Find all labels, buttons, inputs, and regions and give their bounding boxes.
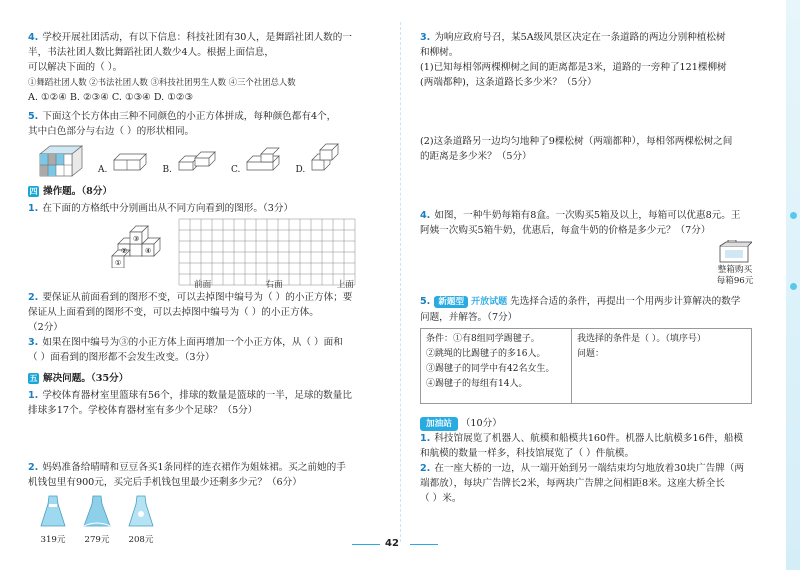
question-3-trees	[420, 30, 765, 90]
view-label-right: 右面	[265, 280, 283, 290]
cuboid-figure-row	[38, 142, 380, 178]
question-text: 保证从上面看到的图形不变，可以去掉图中编号为（ ）的小正方体。	[28, 307, 319, 318]
condition-item: 条件：①有8组同学踢毽子。	[426, 334, 540, 344]
question-text: 端都放），每块广告牌长2米，每两块广告牌之间相距8米。这座大桥全长	[420, 478, 725, 489]
question-number: 5.	[420, 296, 431, 307]
choice-a[interactable]	[98, 150, 148, 178]
cuboid-figure	[38, 144, 84, 178]
conditions-list	[421, 329, 571, 395]
dress-price: 279元	[84, 535, 110, 545]
question-text: 在一座大桥的一边，从一端开始到另一端结束均匀地放着30块广告牌（两	[434, 463, 744, 474]
dress-item	[82, 494, 112, 548]
choice-label: D.	[295, 165, 306, 175]
question-text: 半，书法社团人数比舞蹈社团人数少4人。根据上面信息，	[28, 47, 274, 58]
choice-b[interactable]	[162, 148, 217, 178]
question-text: 在下面的方格纸中分别画出从不同方向看到的图形。（3分）	[42, 203, 294, 214]
operation-2	[28, 290, 380, 335]
question-text: 妈妈准备给晴晴和豆豆各买1条同样的连衣裙作为姐妹裙。买之前她的手	[42, 462, 346, 473]
shape-a-figure	[112, 150, 148, 172]
open-question-tag: 开放试题	[471, 297, 508, 307]
question-number: 5.	[28, 111, 39, 122]
svg-text:②: ②	[121, 247, 128, 255]
section-title: 操作题。（8分）	[43, 186, 113, 197]
page-number-line	[352, 544, 380, 545]
section-icon: 五	[29, 374, 38, 383]
section-problem-heading	[28, 371, 380, 386]
question-text: 和航模的数量一样多，科技馆展览了（ ）件航模。	[420, 448, 635, 459]
question-number: 3.	[28, 337, 39, 348]
question-4-club	[28, 30, 380, 105]
answer-space[interactable]	[420, 90, 765, 134]
view-label-front: 前面	[194, 280, 212, 290]
right-column	[420, 30, 765, 506]
question-number: 2.	[28, 462, 39, 473]
choice-prompt: 我选择的条件是（ ）。（填序号）	[577, 334, 706, 344]
question-prompt: 问题：	[577, 349, 605, 359]
operation-3	[28, 335, 380, 365]
question-number: 1.	[420, 433, 431, 444]
question-text: 如果在图中编号为③的小正方体上面再增加一个小正方体，从（ ）面和	[42, 337, 343, 348]
svg-text:③: ③	[133, 235, 140, 243]
question-text: 学校开展社团活动，有以下信息：科技社团有30人，是舞蹈社团人数的一	[42, 32, 352, 43]
question-5-cuboid	[28, 109, 380, 139]
dress-icon	[38, 494, 68, 528]
view-labels	[194, 278, 354, 293]
left-column	[28, 30, 380, 548]
problem-1	[28, 388, 380, 418]
page-number: 42	[385, 538, 399, 549]
question-text: 下面这个长方体由三种不同颜色的小正方体拼成，每种颜色都有4个，	[42, 111, 337, 122]
bonus-heading	[420, 416, 765, 431]
condition-item: ③踢毽子的同学中有42名女生。	[426, 364, 555, 374]
question-text: 可以解决下面的（ ）。	[28, 62, 123, 73]
question-text: （ ）米。	[420, 493, 462, 504]
choice-area[interactable]	[571, 329, 751, 403]
grid-paper[interactable]	[178, 218, 356, 286]
question-score: （2分）	[28, 322, 63, 333]
question-text: 要保证从前面看到的图形不变，可以去掉图中编号为（ ）的小正方体；要	[42, 292, 353, 303]
question-text: 阿姨一次购买5箱牛奶，优惠后，每盒牛奶的价格是多少元？（7分）	[420, 225, 711, 236]
option-items: ①舞蹈社团人数 ②书法社团人数 ③科技社团男生人数 ④三个社团总人数	[28, 77, 296, 87]
dress-row	[38, 494, 380, 548]
shape-b-figure	[177, 148, 217, 172]
question-number: 2.	[420, 463, 431, 474]
dress-item	[38, 494, 68, 548]
question-text: (1)已知每相邻两棵柳树之间的距离都是3米，道路的一旁种了121棵柳树	[420, 62, 727, 73]
bonus-1	[420, 431, 765, 461]
dress-item	[126, 494, 156, 548]
view-label-top: 上面	[336, 280, 354, 290]
dress-icon	[82, 494, 112, 528]
question-text: 学校体育器材室里篮球有56个，排球的数量是篮球的一半，足球的数量比	[42, 390, 352, 401]
sidebar-dot	[790, 283, 797, 290]
question-number: 4.	[420, 210, 431, 221]
dress-icon	[126, 494, 156, 528]
sidebar-dot	[790, 212, 797, 219]
page-number-line	[410, 544, 438, 545]
answer-space[interactable]	[420, 164, 765, 208]
column-divider	[400, 22, 401, 542]
bonus-2	[420, 461, 765, 506]
question-5-open	[420, 294, 765, 325]
bonus-score: （10分）	[460, 418, 502, 429]
shape-d-figure	[310, 142, 340, 172]
question-3-part-2	[420, 134, 765, 164]
milk-area	[420, 238, 765, 294]
question-text: （ ）面看到的图形都不会发生改变。（3分）	[28, 352, 215, 363]
cube-stack-figure	[110, 222, 166, 268]
svg-text:①: ①	[115, 259, 122, 267]
choice-c[interactable]	[231, 146, 282, 178]
question-number: 4.	[28, 32, 39, 43]
answer-choices: A. ①②④ B. ②③④ C. ①③④ D. ①②③	[28, 92, 194, 103]
question-text: 的距离是多少米？（5分）	[420, 151, 532, 162]
condition-item: ④踢毽子的每组有14人。	[426, 379, 528, 389]
question-text: 先选择合适的条件，再提出一个用两步计算解决的数学	[510, 296, 741, 307]
question-number: 2.	[28, 292, 39, 303]
question-4-milk	[420, 208, 765, 238]
question-text: 科技馆展览了机器人、航模和船模共160件。机器人比航模多16件，船模	[434, 433, 744, 444]
question-text: 如图，一种牛奶每箱有8盒。一次购买5箱及以上，每箱可以优惠8元。王	[434, 210, 741, 221]
question-number: 1.	[28, 203, 39, 214]
dress-price: 319元	[40, 535, 66, 545]
question-number: 1.	[28, 390, 39, 401]
operation-1	[28, 201, 380, 216]
milk-price-label	[708, 265, 762, 287]
choice-label: A.	[98, 165, 108, 175]
bonus-tag: 加油站	[420, 417, 458, 431]
choice-d[interactable]	[295, 142, 340, 178]
condition-box	[420, 328, 752, 404]
section-operation-heading	[28, 184, 380, 199]
milk-label-line: 整箱购买	[717, 265, 753, 275]
new-type-tag: 新题型	[434, 296, 468, 308]
condition-table	[420, 328, 765, 406]
question-text: (2)这条道路另一边均匀地种了9棵松树（两端都种），每相邻两棵松树之间	[420, 136, 733, 147]
section-icon: 四	[29, 187, 38, 196]
svg-text:④: ④	[145, 247, 152, 255]
question-text: 机钱包里有900元，买完后手机钱包里最少还剩多少元？（6分）	[28, 477, 302, 488]
shape-c-figure	[245, 146, 281, 172]
answer-space[interactable]	[28, 418, 380, 460]
question-text: 排球多17个。学校体育器材室有多少个足球？（5分）	[28, 405, 258, 416]
condition-item: ②跳绳的比踢毽子的多16人。	[426, 349, 546, 359]
milk-label-line: 每箱96元	[716, 276, 754, 286]
question-text: 为响应政府号召，某5A级风景区决定在一条道路的两边分别种植松树	[434, 32, 726, 43]
choice-label: B.	[162, 165, 172, 175]
dress-price: 208元	[128, 535, 154, 545]
question-number: 3.	[420, 32, 431, 43]
grid-drawing-area	[28, 216, 380, 290]
question-text: 和柳树。	[420, 47, 459, 58]
choice-label: C.	[230, 165, 241, 175]
problem-2	[28, 460, 380, 490]
question-text: (两端都种)，这条道路长多少米？（5分）	[420, 77, 597, 88]
question-text: 问题，并解答。（7分）	[420, 312, 518, 323]
question-text: 其中白色部分与右边（ ）的形状相同。	[28, 126, 195, 137]
milk-box-icon	[718, 240, 752, 264]
section-title: 解决问题。（35分）	[43, 373, 129, 384]
